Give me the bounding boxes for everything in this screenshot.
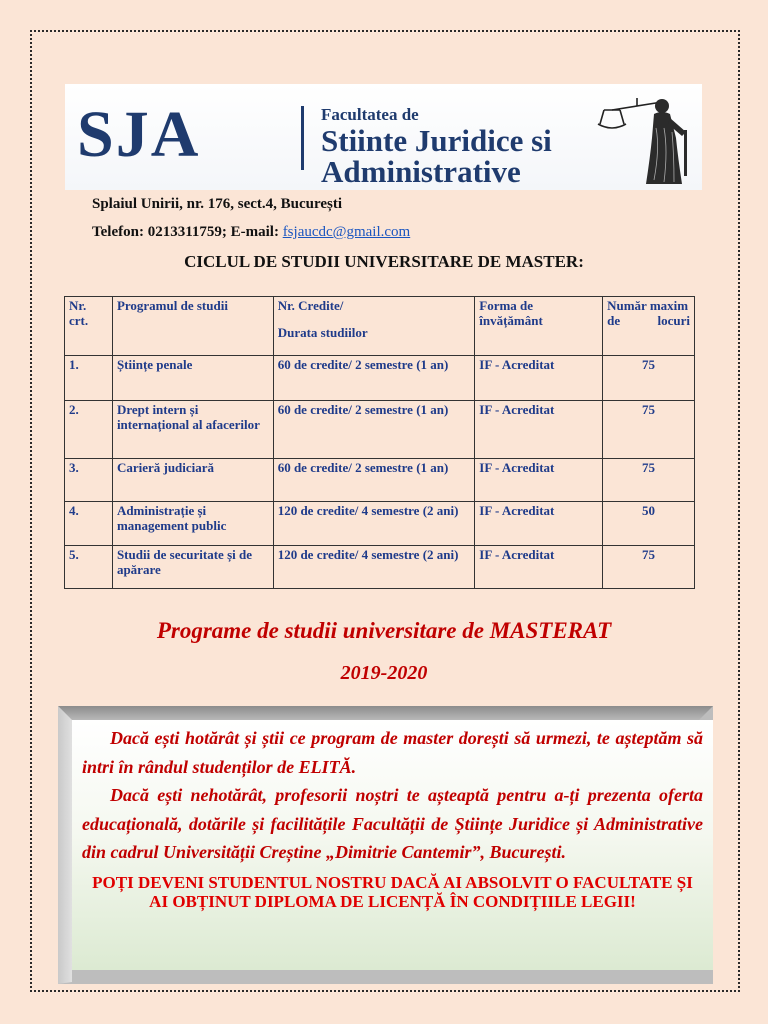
promo-box bbox=[72, 720, 713, 970]
promo-paragraph-undecided: Dacă ești nehotărât, profesorii noștri te așteaptă pentru a-ți prezenta oferta educațională, dotările și facilitățile Facultății de Științe Juridice și Administrative din cadrul Universității Creștine „Dimitrie Cantemir”, București. bbox=[82, 785, 703, 862]
header-places: Număr maxim de locuri bbox=[603, 297, 695, 356]
email-link[interactable]: fsjaucdc@gmail.com bbox=[282, 224, 411, 240]
row-form: IF - Acreditat bbox=[475, 502, 603, 546]
logo-line-1: Facultatea de bbox=[321, 105, 419, 124]
row-places: 75 bbox=[603, 546, 695, 589]
row-credits: 60 de credite/ 2 semestre (1 an) bbox=[273, 401, 475, 459]
row-places: 75 bbox=[603, 459, 695, 502]
master-cycle-title: CICLUL DE STUDII UNIVERSITARE DE MASTER: bbox=[184, 252, 584, 271]
header-form: Forma de învățământ bbox=[475, 297, 603, 356]
promo-call-to-action: POȚI DEVENI STUDENTUL NOSTRU DACĂ AI ABSOLVIT O FACULTATE ȘI AI OBȚINUT DIPLOMA DE LICENȚĂ ÎN CONDIȚIILE LEGII! bbox=[92, 872, 693, 911]
lady-justice-icon bbox=[590, 88, 700, 188]
row-places: 75 bbox=[603, 401, 695, 459]
academic-year: 2019-2020 bbox=[340, 662, 428, 684]
promo-paragraph-decided: Dacă ești hotărât și știi ce program de master dorești să urmezi, te așteptăm să intri în rândul studenților de ELITĂ. bbox=[82, 728, 703, 777]
header-program: Programul de studii bbox=[112, 297, 273, 356]
row-nr: 5. bbox=[65, 546, 113, 589]
row-credits: 60 de credite/ 2 semestre (1 an) bbox=[273, 459, 475, 502]
row-form: IF - Acreditat bbox=[475, 401, 603, 459]
header-nr: Nr. crt. bbox=[65, 297, 113, 356]
row-credits: 60 de credite/ 2 semestre (1 an) bbox=[273, 356, 475, 401]
phone-label: Telefon: 0213311759; E-mail: bbox=[92, 224, 283, 240]
table-row bbox=[65, 502, 695, 546]
row-program: Administrație și management public bbox=[112, 502, 273, 546]
logo-divider bbox=[301, 106, 304, 170]
row-program: Studii de securitate și de apărare bbox=[112, 546, 273, 589]
row-credits: 120 de credite/ 4 semestre (2 ani) bbox=[273, 546, 475, 589]
table-row bbox=[65, 401, 695, 459]
header-credits-a: Nr. Credite/ bbox=[277, 298, 344, 313]
row-nr: 4. bbox=[65, 502, 113, 546]
promo-box-bevel-left bbox=[58, 706, 72, 984]
row-program: Drept intern și internațional al afacerilor bbox=[112, 401, 273, 459]
row-form: IF - Acreditat bbox=[475, 546, 603, 589]
promo-box-bevel-top bbox=[58, 706, 713, 720]
row-nr: 1. bbox=[65, 356, 113, 401]
table-row bbox=[65, 459, 695, 502]
row-nr: 2. bbox=[65, 401, 113, 459]
programs-table bbox=[64, 296, 695, 589]
header-credits-b: Durata studiilor bbox=[277, 325, 368, 340]
row-form: IF - Acreditat bbox=[475, 459, 603, 502]
row-places: 50 bbox=[603, 502, 695, 546]
logo-abbreviation: SJA bbox=[77, 98, 201, 171]
row-nr: 3. bbox=[65, 459, 113, 502]
table-row bbox=[65, 546, 695, 589]
logo-faculty-name bbox=[321, 106, 552, 187]
table-row bbox=[65, 356, 695, 401]
row-program: Științe penale bbox=[112, 356, 273, 401]
programs-heading: Programe de studii universitare de MASTERAT bbox=[156, 618, 612, 643]
faculty-logo-banner bbox=[65, 84, 702, 190]
row-places: 75 bbox=[603, 356, 695, 401]
table-header-row bbox=[65, 297, 695, 356]
logo-line-3: Administrative bbox=[321, 154, 521, 189]
contact-line bbox=[92, 224, 410, 241]
address-line: Splaiul Unirii, nr. 176, sect.4, București bbox=[92, 196, 343, 212]
row-form: IF - Acreditat bbox=[475, 356, 603, 401]
row-credits: 120 de credite/ 4 semestre (2 ani) bbox=[273, 502, 475, 546]
row-program: Carieră judiciară bbox=[112, 459, 273, 502]
logo-line-2: Stiinte Juridice si bbox=[321, 123, 552, 158]
header-credits bbox=[273, 297, 475, 356]
